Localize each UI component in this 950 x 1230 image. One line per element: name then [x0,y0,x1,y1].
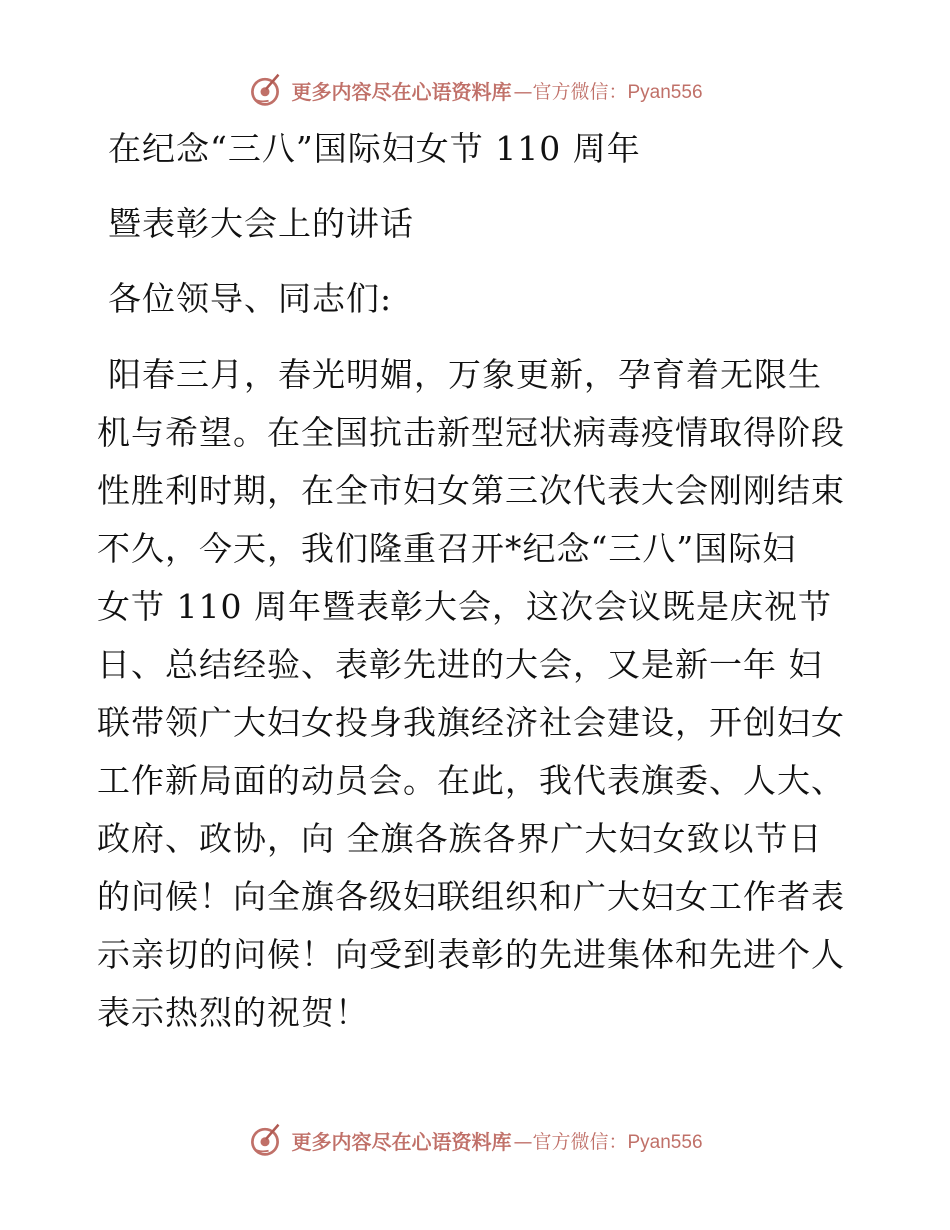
paragraph-line: 女节 110 周年暨表彰大会，这次会议既是庆祝节 [97,587,832,626]
paragraph-line: 工作新局面的动员会。在此，我代表旗委、人大、 [97,761,845,800]
paragraph-line: 联带领广大妇女投身我旗经济社会建设，开创妇女 [97,703,845,742]
header-watermark [0,70,950,110]
title-line-1: 在纪念“三八”国际妇女节 110 周年 [108,129,641,168]
paragraph [97,346,857,1042]
watermark-contact [513,1127,702,1154]
paragraph-line: 表示热烈的祝贺！ [97,993,369,1032]
paragraph-line: 阳春三月，春光明媚，万象更新，孕育着无限生 [108,355,822,394]
watermark-contact [513,77,702,104]
watermark-separator: —官方微信： [513,1130,628,1153]
watermark-handle: Pyan556 [627,1131,703,1153]
paragraph-line: 机与希望。在全国抗击新型冠状病毒疫情取得阶段 [97,413,845,452]
quill-logo-icon [247,1122,283,1158]
watermark-handle: Pyan556 [627,81,703,103]
paragraph-line: 不久，今天，我们隆重召开*纪念“三八”国际妇 [97,529,797,568]
paragraph-line: 的问候！向全旗各级妇联组织和广大妇女工作者表 [97,877,845,916]
salutation: 各位领导、同志们: [108,279,393,318]
paragraph-line: 示亲切的问候！向受到表彰的先进集体和先进个人 [97,935,845,974]
title-line-2: 暨表彰大会上的讲话 [108,204,414,243]
paragraph-line: 性胜利时期，在全市妇女第三次代表大会刚刚结束 [97,471,845,510]
watermark-text: 更多内容尽在心语资料库 [291,1129,512,1154]
quill-logo-icon [247,72,283,108]
paragraph-line: 政府、政协，向 全旗各族各界广大妇女致以节日 [97,819,823,858]
paragraph-line: 日、总结经验、表彰先进的大会，又是新一年 妇 [97,645,823,684]
document-body [97,120,857,1042]
watermark-text: 更多内容尽在心语资料库 [291,79,512,104]
watermark-separator: —官方微信： [513,80,628,103]
footer-watermark [0,1120,950,1160]
